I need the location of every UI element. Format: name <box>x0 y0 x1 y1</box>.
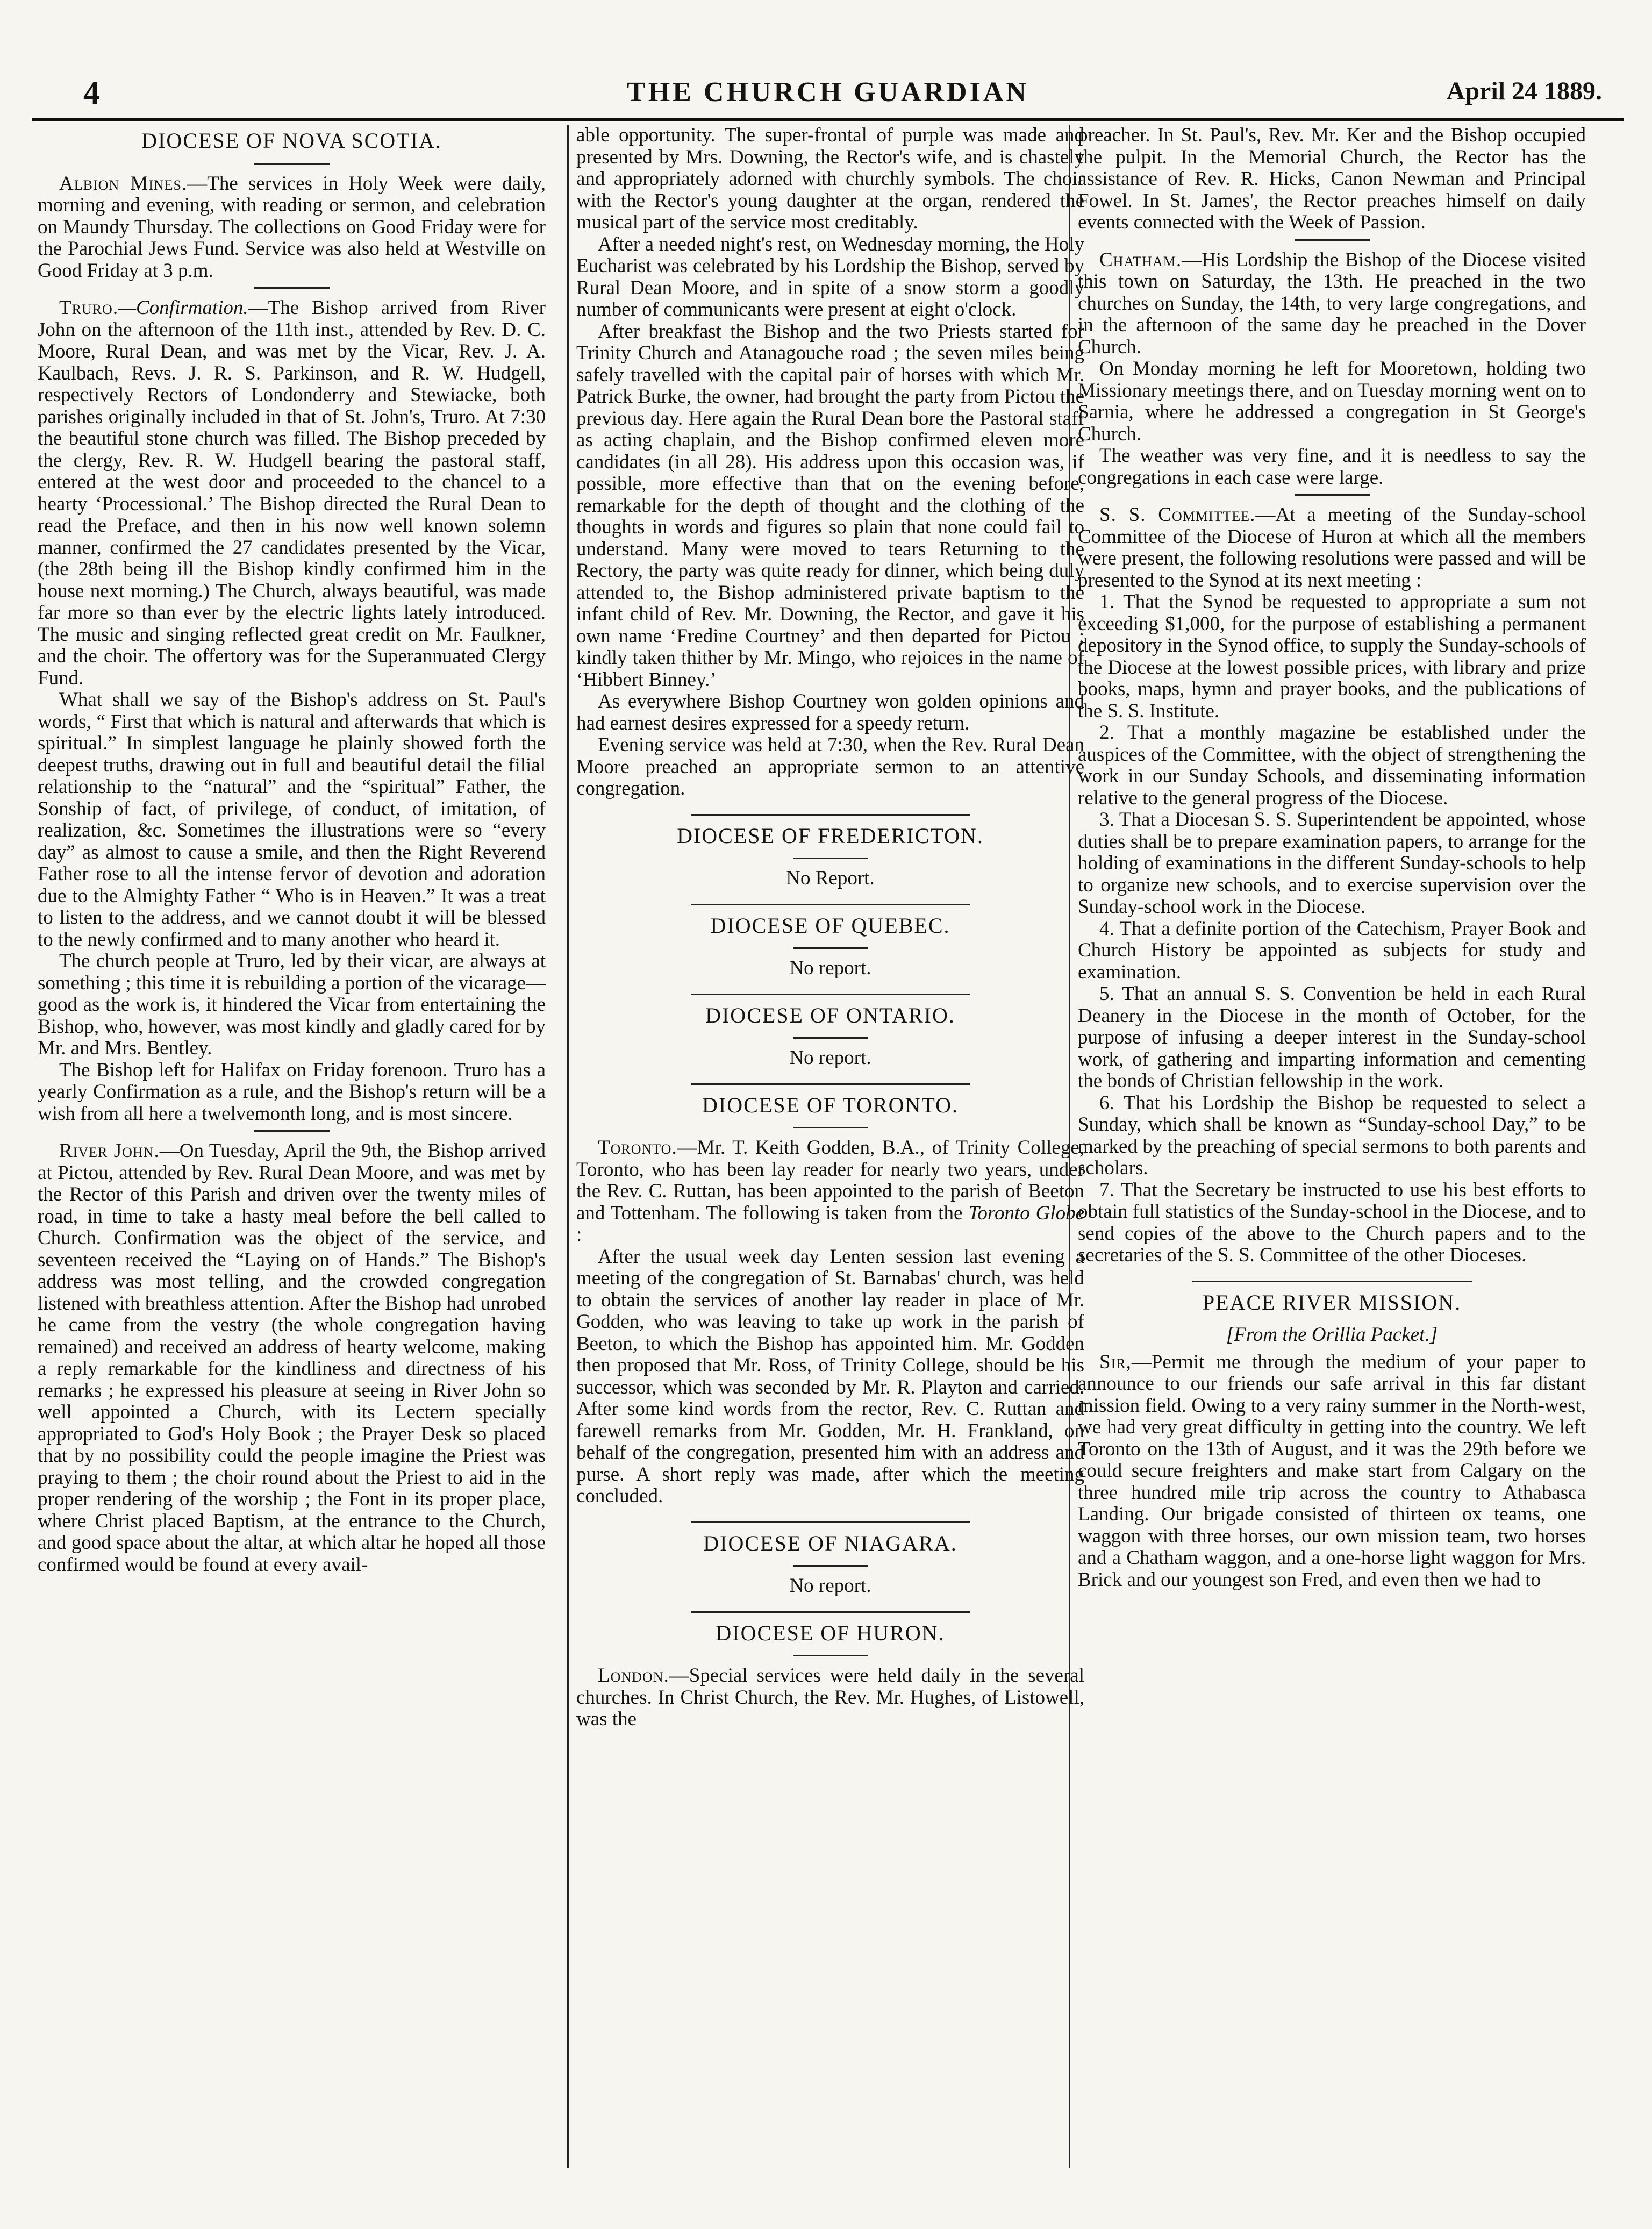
salutation: Sir, <box>1099 1351 1132 1373</box>
paragraph: preacher. In St. Paul's, Rev. Mr. Ker and the Bishop occupied the pulpit. In the Memorial Church, the Rector has the assistance of Rev. R. Hicks, Canon Newman and Principal Fowel. In St. James', the Rector preaches himself on daily events connected with the Week of Passion. <box>1078 125 1586 233</box>
paragraph: On Monday morning he left for Mooretown, holding two Missionary meetings there, and on Tuesday morning went on to Sarnia, where he addressed a congregation in St George's Church. <box>1078 358 1586 445</box>
section-rule <box>793 858 868 859</box>
section-rule <box>793 947 868 949</box>
section-heading: DIOCESE OF HURON. <box>716 1620 945 1645</box>
place-lead: Toronto. <box>598 1137 677 1159</box>
resolution-item: 3. That a Diocesan S. S. Superintendent be appointed, whose duties shall be to prepare examination papers, to arrange for the holding of examinations in the different Sunday-schools to help to organize new schools, and to exercise supervision over the Sunday-school work in the Diocese. <box>1078 809 1586 918</box>
paragraph: After the usual week day Lenten session last evening a meeting of the congregation of St. Barnabas' church, was held to obtain the services of another lay reader in place of Mr. Godden, who was leaving to take up work in the parish of Beeton, to which the Bishop has appointed him. Mr. Godden then proposed that Mr. Ross, of Trinity College, should be his successor, which was seconded by Mr. R. Playton and carried. After some kind words from the rector, Rev. C. Ruttan and farewell remarks from Mr. Godden, Mr. H. Frankland, on behalf of the congregation, presented him with an address and purse. A short reply was made, after which the meeting concluded. <box>576 1245 1084 1507</box>
section-heading: DIOCESE OF ONTARIO. <box>705 1003 955 1027</box>
source-line: [From the Orillia Packet.] <box>1226 1324 1438 1346</box>
resolution-item: 1. That the Synod be requested to appropriate a sum not exceeding $1,000, for the purpose of establishing a permanent depository in the Synod office, to supply the Sunday-schools of the Diocese at the lowest possible prices, with library and prize books, maps, hymn and prayer books, and the publications of the S. S. Institute. <box>1078 591 1586 722</box>
issue-date: April 24 1889. <box>1446 77 1602 105</box>
section-rule <box>254 287 330 289</box>
place-lead: London. <box>598 1664 669 1687</box>
section-rule <box>691 814 970 816</box>
paragraph: Albion Mines.—The services in Holy Week were daily, morning and evening, with reading or sermon, and celebration on Maundy Thursday. The collections on Good Friday were for the Parochial Jews Fund. Service was also held at Westville on Good Friday at 3 p.m. <box>38 172 546 282</box>
section-heading: DIOCESE OF NIAGARA. <box>703 1531 957 1555</box>
resolution-item: 5. That an annual S. S. Convention be held in each Rural Deanery in the Diocese in the month of October, for the purpose of infusing a deeper interest in the Sunday-school work, of gathering and imparting information and cementing the bonds of Christian fellowship in the work. <box>1078 983 1586 1092</box>
resolution-item: 4. That a definite portion of the Catechism, Prayer Book and Church History be appointed as subjects for study and examination. <box>1078 917 1586 983</box>
section-heading: DIOCESE OF TORONTO. <box>702 1092 959 1117</box>
paragraph: S. S. Committee.—At a meeting of the Sunday-school Committee of the Diocese of Huron at which all the members were present, the following resolutions were passed and will be presented to the Synod at its next meeting : <box>1078 504 1586 591</box>
column-1 <box>38 125 546 2162</box>
resolution-item: 7. That the Secretary be instructed to use his best efforts to obtain full statistics of the Sunday-school in the Diocese, and to send copies of the above to the Church papers and to the secretaries of the S. S. Committee of the other Dioceses. <box>1078 1178 1586 1266</box>
page-header <box>32 70 1624 121</box>
section-rule <box>691 1083 970 1085</box>
paragraph: Evening service was held at 7:30, when the Rev. Rural Dean Moore preached an appropriate sermon to an attentive congregation. <box>576 734 1084 799</box>
paragraph: London.—Special services were held daily in the several churches. In Christ Church, the Rev. Mr. Hughes, of Listowell, was the <box>576 1664 1084 1730</box>
paragraph: After a needed night's rest, on Wednesday morning, the Holy Eucharist was celebrated by his Lordship the Bishop, served by Rural Dean Moore, and in spite of a snow storm a goodly number of communicants were present at eight o'clock. <box>576 233 1084 320</box>
place-lead: River John. <box>59 1140 160 1162</box>
column-2 <box>576 125 1084 2162</box>
section-rule <box>793 1565 868 1567</box>
report-note: No report. <box>789 1575 871 1597</box>
paragraph: River John.—On Tuesday, April the 9th, the Bishop arrived at Pictou, attended by Rev. Rural Dean Moore, and was met by the Rector of this Parish and driven over the twenty miles of road, in time to take a hasty meal before the bell called to Church. Confirmation was the object of the service, and seventeen received the “Laying on of Hands.” The Bishop's address was most telling, and the crowded congregation listened with breathless attention. After the Bishop had unrobed he came from the vestry (the whole congregation having remained) and received an address of hearty welcome, making a reply remarkable for the kindliness and directness of his remarks ; he expressed his pleasure at seeing in River John so well appointed a Church, with its Lectern specially appropriated to God's Holy Book ; the Prayer Desk so placed that by no possibility could the people imagine the Priest was praying to them ; the choir round about the Priest to aid in the proper rendering of the worship ; the Font in its proper place, where Christ placed Baptism, at the entrance to the Church, and good space about the altar, at which altar he hoped all those confirmed would be found at every avail- <box>38 1140 546 1576</box>
paragraph: The church people at Truro, led by their vicar, are always at something ; this time it is rebuilding a portion of the vicarage—good as the work is, it hindered the Vicar from entertaining the Bishop, who, however, was most kindly and gladly cared for by Mr. and Mrs. Bentley. <box>38 950 546 1059</box>
place-lead: S. S. Committee. <box>1099 504 1256 526</box>
section-rule <box>691 1611 970 1613</box>
source-title: Toronto Globe <box>968 1202 1084 1224</box>
resolution-item: 6. That his Lordship the Bishop be requested to select a Sunday, which shall be known as “Sunday-school Day,” to be marked by the preaching of special sermons to both parents and scholars. <box>1078 1091 1586 1179</box>
section-heading: DIOCESE OF NOVA SCOTIA. <box>141 128 442 153</box>
section-rule <box>793 1037 868 1039</box>
section-rule <box>691 904 970 905</box>
paragraph: The weather was very fine, and it is needless to say the congregations in each case were large. <box>1078 445 1586 489</box>
report-note: No report. <box>789 957 871 979</box>
paragraph: Toronto.—Mr. T. Keith Godden, B.A., of Trinity College, Toronto, who has been lay reader for nearly two years, under the Rev. C. Ruttan, has been appointed to the parish of Beeton and Tottenham. The following is taken from the Toronto Globe : <box>576 1137 1084 1246</box>
report-note: No report. <box>789 1047 871 1069</box>
section-heading: DIOCESE OF QUEBEC. <box>710 913 950 938</box>
paragraph: Sir,—Permit me through the medium of your paper to announce to our friends our safe arrival in this far distant mission field. Owing to a very rainy summer in the North-west, we had very great difficulty in getting into the country. We left Toronto on the 13th of August, and it was the 29th before we could secure freighters and make start from Calgary on the three hundred mile trip across the country to Athabasca Landing. Our brigade consisted of thirteen ox teams, one waggon with three horses, our own mission team, two horses and a Chatham waggon, and a one-horse light waggon for Mrs. Brick and our youngest son Fred, and even then we had to <box>1078 1351 1586 1591</box>
section-rule <box>254 163 330 165</box>
section-rule <box>691 994 970 995</box>
section-rule <box>793 1655 868 1656</box>
place-lead: Chatham. <box>1099 248 1182 271</box>
paragraph: Chatham.—His Lordship the Bishop of the Diocese visited this town on Saturday, the 13th. He preached in the two churches on Sunday, the 14th, to very large congregations, and in the afternoon of the same day he preached in the Dover Church. <box>1078 248 1586 358</box>
report-note: No Report. <box>786 867 875 889</box>
section-rule <box>1295 494 1370 496</box>
section-rule <box>793 1127 868 1128</box>
column-3 <box>1078 125 1586 2162</box>
paragraph: Truro.—Confirmation.—The Bishop arrived from River John on the afternoon of the 11th inst., attended by Rev. D. C. Moore, Rural Dean, and was met by the Vicar, Rev. J. A. Kaulbach, Revs. J. R. S. Parkinson, and R. W. Hudgell, respectively Rectors of Londonderry and Stewiacke, both parishes originally included in that of St. John's, Truro. At 7:30 the beautiful stone church was filled. The Bishop preceded by the clergy, Rev. R. W. Hudgell bearing the pastoral staff, entered at the west door and proceeded to the chancel to a hearty ‘Processional.’ The Bishop directed the Rural Dean to read the Preface, and then in his now well known solemn manner, confirmed the 27 candidates presented by the Vicar, (the 28th being ill the Bishop kindly confirmed him in the house next morning.) The Church, always beautiful, was made far more so than ever by the electric lights lately introduced. The music and singing reflected great credit on Mr. Faulkner, and the choir. The offertory was for the Superannuated Clergy Fund. <box>38 297 546 689</box>
section-rule <box>1295 239 1370 241</box>
page-number: 4 <box>83 75 100 111</box>
section-heading: PEACE RIVER MISSION. <box>1202 1290 1462 1314</box>
section-rule <box>691 1521 970 1523</box>
place-lead: Albion Mines. <box>59 172 188 195</box>
resolution-item: 2. That a monthly magazine be established under the auspices of the Committee, with the object of strengthening the work in our Sunday Schools, and disseminating information relative to the general progress of the Diocese. <box>1078 721 1586 809</box>
paragraph: The Bishop left for Halifax on Friday forenoon. Truro has a yearly Confirmation as a rule, and the Bishop's return will be a wish from all here a twelvemonth long, and is most sincere. <box>38 1059 546 1125</box>
column-rule <box>567 125 569 2168</box>
paragraph: After breakfast the Bishop and the two Priests started for Trinity Church and Atanagouche road ; the seven miles being safely travelled with the capital pair of horses with which Mr. Patrick Burke, the owner, had brought the party from Pictou the previous day. Here again the Rural Dean bore the Pastoral staff as acting chaplain, and the Bishop confirmed eleven more candidates (in all 28). His address upon this occasion was, if possible, more effective than that on the evening before, remarkable for the depth of thought and the clothing of the thoughts in words and figures so plain that none could fail to understand. Many were moved to tears Returning to the Rectory, the party was quite ready for dinner, which being duly attended to, the Bishop administered private baptism to the infant child of Rev. Mr. Downing, the Rector, and gave it his own name ‘Fredine Courtney’ and then departed for Pictou ; kindly taken thither by Mr. Mingo, who rejoices in the name of ‘Hibbert Binney.’ <box>576 320 1084 691</box>
section-rule <box>1192 1281 1472 1282</box>
place-lead: Truro. <box>59 297 119 319</box>
paragraph: able opportunity. The super-frontal of purple was made and presented by Mrs. Downing, the Rector's wife, and is chastely and appropriately adorned with churchly symbols. The choir with the Rector's young daughter at the organ, rendered the musical part of the service most creditably. <box>576 125 1084 233</box>
paragraph: What shall we say of the Bishop's address on St. Paul's words, “ First that which is natural and afterwards that which is spiritual.” In simplest language he plainly showed forth the deepest truths, drawing out in full and beautiful detail the filial relationship to the “natural” and the “spiritual” Father, the Sonship of fact, of privilege, of conduct, of imitation, of realization, &c. Sometimes the illustrations were so “every day” as almost to cause a smile, and then the Right Reverend Father rose to all the intense fervor of devotion and adoration due to the Almighty Father “ Who is in Heaven.” It was a treat to listen to the address, and we cannot doubt it will be blessed to the newly confirmed and to many another who heard it. <box>38 689 546 951</box>
paragraph: As everywhere Bishop Courtney won golden opinions and had earnest desires expressed for a speedy return. <box>576 690 1084 734</box>
section-rule <box>254 1130 330 1132</box>
masthead-title: THE CHURCH GUARDIAN <box>627 77 1029 108</box>
section-heading: DIOCESE OF FREDERICTON. <box>677 823 984 848</box>
